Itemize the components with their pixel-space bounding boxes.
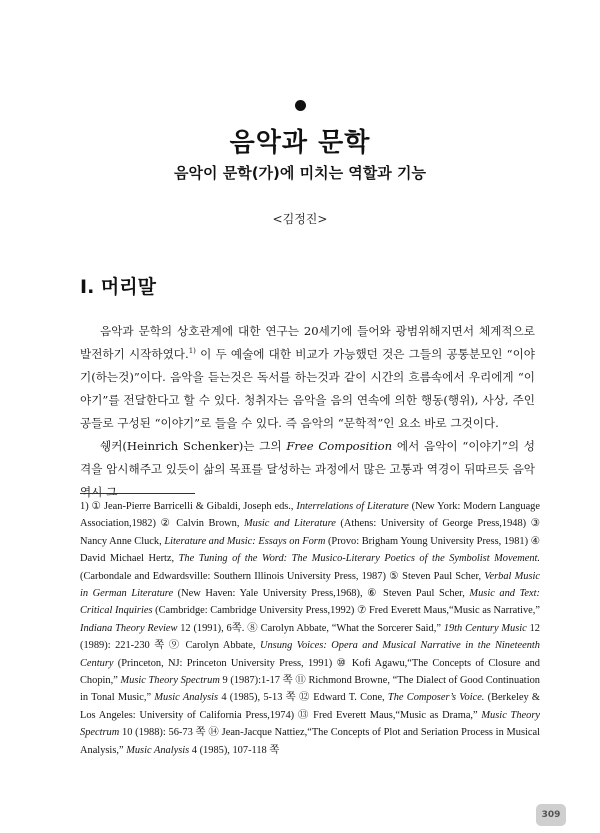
paragraph-1-part-a: 음악과 문학의 상호관계에 대한 연구는 20세기에 들어와 광범위해지면서 체계적으로 발전하기 시작하였다. — [80, 324, 535, 361]
footnote-segment: 4 (1985), 107-118 쪽 — [189, 744, 280, 756]
footnote-italic-title: 19th Century Music — [443, 622, 527, 634]
bullet-dot-icon — [295, 100, 306, 111]
author-name: <김정진> — [272, 212, 328, 226]
footnote-ref: 1) — [188, 347, 196, 356]
footnote-italic-title: Verbal Music in German Literature — [80, 570, 540, 600]
paragraph-1-part-b: 이 두 예술에 대한 비교가 가능했던 것은 그들의 공통분모인 “이야기(하는것)”이다. 음악을 듣는것은 독서를 하는것과 같이 시간의 흐름속에서 우리에게 “이야기”를 전달한다고 할 수 있다. 청취자는 음악을 음의 연속에 의한 행동(행위), 사상, 주인공들로 구성된 “이야기”로 들을 수 있다. 즉 음악의 “문학적”인 요소 바로 그것이다. — [80, 347, 535, 430]
paragraph-1 — [80, 320, 535, 435]
footnote-segment: (Cambridge: Cambridge University Press,1992) ⑦ Fred Everett Maus,“Music as Narrative,” — [152, 605, 540, 617]
footnote-italic-title: Music Theory Spectrum — [80, 709, 540, 739]
paragraph-2-part-b: 에서 음악이 “이야기”의 성격을 암시해주고 있듯이 삶의 목표를 달성하는 과정에서 많은 고통과 역경이 뒤따르듯 음악 역시 그 — [80, 439, 535, 499]
footnote-segment: (Provo: Brigham Young University Press, 1981) ④ David Michael Hertz, — [80, 535, 540, 565]
footnote-italic-title: Music Analysis — [126, 744, 190, 756]
footnote-segment: 10 (1988): 56-73 쪽 ⑭ Jean-Jacque Nattiez,“The Concepts of Plot and Seriation Process in Musical Analysis,” — [80, 727, 540, 756]
section-heading: I. 머리말 — [80, 276, 156, 298]
article-subtitle: 음악이 문학(가)에 미치는 역할과 기능 — [174, 164, 426, 182]
footnote-segment: (Princeton, NJ: Princeton University Press, 1991) ⑩ Kofi Agawu,“The Concepts of Closure and Chopin,” — [80, 657, 540, 687]
footnote-segment: 1) ① Jean-Pierre Barricelli & Gibaldi, Joseph eds., — [80, 501, 297, 512]
footnote-italic-title: Indiana Theory Review — [80, 622, 178, 634]
footnote-italic-title: Interrelations of Literature — [296, 501, 409, 512]
footnote-italic-title: Music Analysis — [154, 692, 219, 704]
footnote-segment: (New York: Modern Language Association,1982) ② Calvin Brown, — [80, 501, 540, 530]
footnote-segment: 12 (1991), 6쪽. ⑧ Carolyn Abbate, “What the Sorcerer Said,” — [177, 622, 444, 634]
footnote-segment: (Carbondale and Edwardsville: Southern Illinois University Press, 1987) ⑤ Steven Paul Scher, — [80, 570, 485, 582]
body-text — [80, 320, 535, 504]
footnote-divider — [80, 493, 195, 494]
footnote-segment: (Berkeley & Los Angeles: University of California Press,1974) ⑬ Fred Everett Maus,“Music as Drama,” — [80, 692, 540, 721]
footnote-segment: 4 (1985), 5-13 쪽 ⑫ Edward T. Cone, — [218, 692, 388, 704]
footnote-segment: (New Haven: Yale University Press,1968), ⑥ Steven Paul Scher, — [173, 588, 470, 600]
footnote-italic-title: Music and Text: Critical Inquiries — [80, 588, 540, 617]
footnote-segment: 12 (1989): 221-230 쪽 ⑨ Carolyn Abbate, — [80, 622, 540, 652]
article-title: 음악과 문학 — [229, 128, 371, 158]
paragraph-2-part-a: 쉥커(Heinrich Schenker)는 그의 — [100, 439, 287, 453]
footnote-segment: 9 (1987):1-17 쪽 ⑪ Richmond Browne, “The Dialect of Good Continuation in Tonal Music,” — [80, 675, 540, 704]
footnote-italic-title: The Composer’s Voice. — [387, 692, 485, 704]
footnote-italic-title: Unsung Voices: Opera and Musical Narrative in the Nineteenth Century — [80, 640, 540, 669]
footnote-italic-title: The Tuning of the Word: The Musico-Literary Poetics of the Symbolist Movement. — [178, 553, 540, 565]
footnote-text — [80, 498, 540, 759]
footnote-segment: (Athens: University of George Press,1948) ③ Nancy Anne Cluck, — [80, 518, 540, 547]
footnote-italic-title: Music and Literature — [244, 518, 336, 530]
page-number: 309 — [536, 804, 566, 826]
footnote-italic-title: Music Theory Spectrum — [120, 675, 220, 687]
footnote-italic-title: Literature and Music: Essays on Form — [164, 535, 326, 547]
paragraph-2-book-title: Free Composition — [286, 439, 393, 453]
